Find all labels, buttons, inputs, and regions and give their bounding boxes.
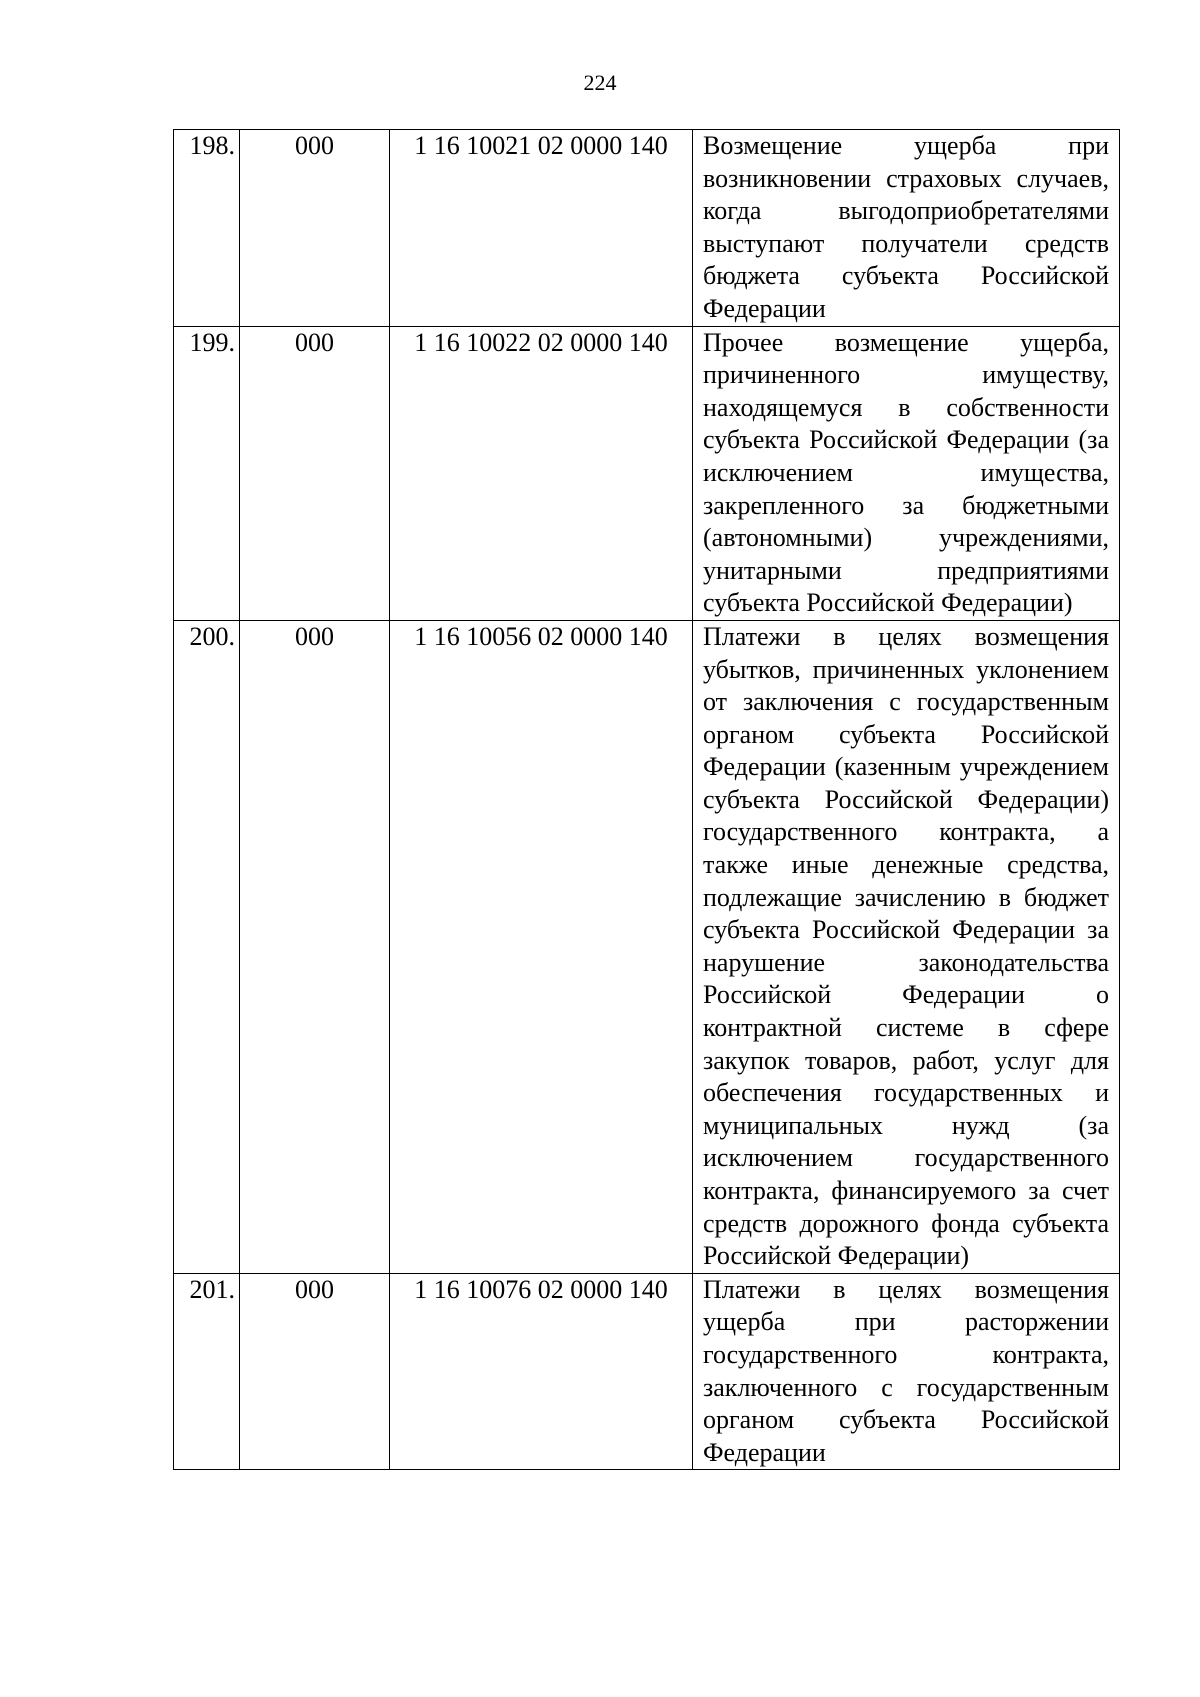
revenue-codes-table [173,129,1120,1470]
table-row [174,130,1120,327]
revenue-name: Платежи в целях возмещения убытков, причиненных уклонением от заключения с государственным органом субъекта Российской Федерации (казенным учреждением субъекта Российской Федерации) государственного контракта, а также иные денежные средства, подлежащие зачислению в бюджет субъекта Российской Федерации за нарушение законодательства Российской Федерации о контрактной системе в сфере закупок товаров, работ, услуг для обеспечения государственных и муниципальных нужд (за исключением государственного контракта, финансируемого за счет средств дорожного фонда субъекта Российской Федерации) [693,620,1120,1273]
revenue-name: Платежи в целях возмещения ущерба при расторжении государственного контракта, заключенного с государственным органом субъекта Российской Федерации [693,1273,1120,1470]
revenue-name: Возмещение ущерба при возникновении страховых случаев, когда выгодоприобретателями выступают получатели средств бюджета субъекта Российской Федерации [693,130,1120,327]
administrator-code: 000 [240,326,390,620]
row-number: 198. [174,130,240,327]
table-row [174,326,1120,620]
row-number: 199. [174,326,240,620]
page-number: 224 [583,70,617,95]
administrator-code: 000 [240,620,390,1273]
budget-classification-code: 1 16 10076 02 0000 140 [390,1273,693,1470]
administrator-code: 000 [240,1273,390,1470]
budget-classification-code: 1 16 10056 02 0000 140 [390,620,693,1273]
row-number: 200. [174,620,240,1273]
table-row [174,620,1120,1273]
table-row [174,1273,1120,1470]
revenue-name: Прочее возмещение ущерба, причиненного имуществу, находящемуся в собственности субъекта Российской Федерации (за исключением имущества, закрепленного за бюджетными (автономными) учреждениями, унитарными предприятиями субъекта Российской Федерации) [693,326,1120,620]
budget-classification-code: 1 16 10021 02 0000 140 [390,130,693,327]
budget-classification-code: 1 16 10022 02 0000 140 [390,326,693,620]
row-number: 201. [174,1273,240,1470]
administrator-code: 000 [240,130,390,327]
